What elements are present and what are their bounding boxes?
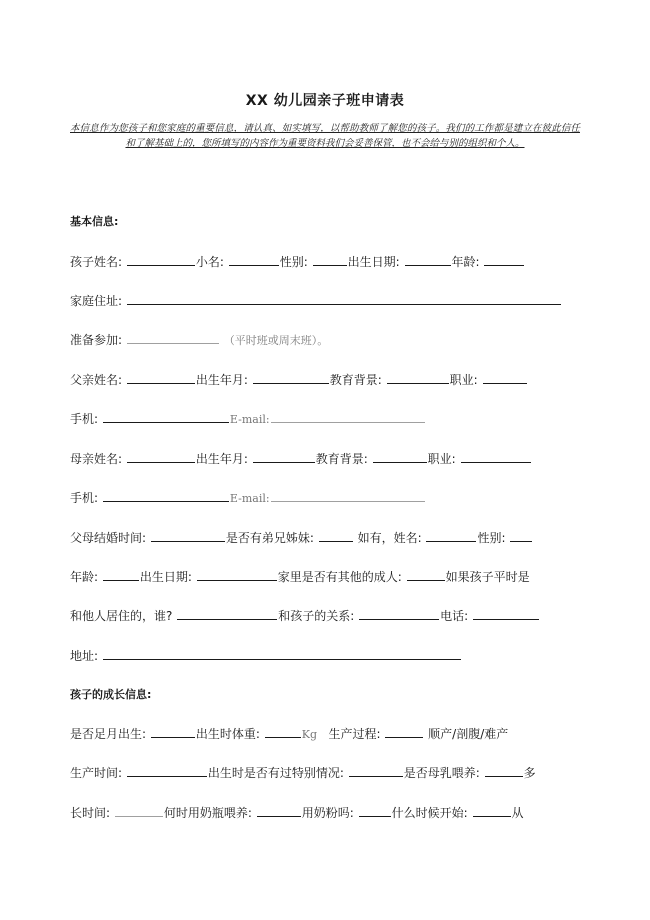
special-at-birth-field[interactable] (349, 764, 403, 777)
breastfed-field[interactable] (485, 764, 523, 777)
row-growth-2 (70, 764, 582, 782)
special-at-birth-label: 出生时是否有过特别情况: (207, 766, 344, 780)
breastfed-label: 是否母乳喂养: (403, 766, 480, 780)
row-mother-contact (70, 489, 582, 507)
if-child-usually-text: 如果孩子平时是 (445, 570, 530, 584)
mother-education-field[interactable] (373, 450, 427, 463)
section-basic-heading: 基本信息: (70, 215, 119, 228)
delivery-time-field[interactable] (127, 764, 207, 777)
father-mobile-label: 手机: (70, 412, 99, 426)
sibling-age-field[interactable] (103, 568, 139, 581)
sibling-age-label: 年龄: (70, 570, 99, 584)
when-start-field[interactable] (473, 804, 511, 817)
row-growth-1 (70, 725, 582, 743)
delivery-time-label: 生产时间: (70, 766, 123, 780)
mother-birth-label: 出生年月: (195, 452, 248, 466)
has-siblings-label: 是否有弟兄姊妹: (225, 531, 314, 545)
row-family-3 (70, 607, 582, 625)
father-occupation-field[interactable] (483, 371, 527, 384)
father-email-field[interactable] (271, 410, 425, 423)
mother-email-field[interactable] (271, 489, 425, 502)
how-long-field[interactable] (115, 804, 163, 817)
live-with-who-label: 和他人居住的，谁? (70, 609, 173, 623)
row-child-info (70, 253, 582, 271)
kg-unit: Kg (301, 728, 318, 741)
class-type-hint: （平时班或周末班）。 (223, 334, 329, 347)
father-name-label: 父亲姓名: (70, 373, 123, 387)
row-father-contact (70, 410, 582, 428)
father-education-label: 教育背景: (329, 373, 382, 387)
sibling-gender-label: 性别: (477, 531, 506, 545)
full-term-field[interactable] (151, 725, 195, 738)
child-name-label: 孩子姓名: (70, 255, 123, 269)
relation-field[interactable] (359, 607, 439, 620)
row-address (70, 647, 582, 665)
gender-field[interactable] (313, 253, 347, 266)
formula-label: 用奶粉吗: (301, 806, 354, 820)
delivery-process-label: 生产过程: (328, 727, 381, 741)
mother-name-label: 母亲姓名: (70, 452, 123, 466)
phone-label: 电话: (440, 609, 469, 623)
live-with-who-field[interactable] (177, 607, 277, 620)
address-label: 地址: (70, 649, 99, 663)
address-field[interactable] (103, 647, 461, 660)
row-father-info (70, 371, 582, 389)
form-title: XX 幼儿园亲子班申请表 (245, 93, 405, 109)
relation-label: 和孩子的关系: (278, 609, 355, 623)
marriage-time-field[interactable] (151, 529, 225, 542)
age-label: 年龄: (451, 255, 480, 269)
row-growth-3 (70, 804, 582, 822)
other-adults-field[interactable] (407, 568, 445, 581)
row-family-2 (70, 568, 582, 586)
sibling-birth-field[interactable] (197, 568, 277, 581)
full-term-label: 是否足月出生: (70, 727, 147, 741)
when-start-label: 什么时候开始: (391, 806, 468, 820)
delivery-process-field[interactable] (385, 725, 423, 738)
father-birth-field[interactable] (253, 371, 329, 384)
birth-date-field[interactable] (405, 253, 451, 266)
delivery-types-options: 顺产/剖腹/难产 (428, 727, 509, 741)
father-name-field[interactable] (127, 371, 195, 384)
row-home-address (70, 292, 582, 310)
birth-weight-field[interactable] (265, 725, 301, 738)
how-long-label: 长时间: (70, 806, 111, 820)
nickname-label: 小名: (195, 255, 224, 269)
prepare-join-label: 准备参加: (70, 333, 123, 347)
when-bottle-field[interactable] (257, 804, 301, 817)
section-growth-heading: 孩子的成长信息: (70, 688, 152, 701)
row-family-1 (70, 529, 582, 547)
mother-birth-field[interactable] (253, 450, 315, 463)
sibling-name-field[interactable] (426, 529, 476, 542)
when-bottle-label: 何时用奶瓶喂养: (163, 806, 252, 820)
nickname-field[interactable] (229, 253, 279, 266)
mother-mobile-field[interactable] (103, 489, 229, 502)
sibling-birth-label: 出生日期: (139, 570, 192, 584)
age-field[interactable] (484, 253, 524, 266)
child-name-field[interactable] (127, 253, 195, 266)
has-siblings-field[interactable] (319, 529, 353, 542)
mother-email-label: E-mail: (229, 492, 270, 505)
home-address-label: 家庭住址: (70, 294, 123, 308)
mother-name-field[interactable] (127, 450, 195, 463)
mother-occupation-field[interactable] (461, 450, 531, 463)
formula-field[interactable] (359, 804, 391, 817)
class-type-field[interactable] (127, 331, 219, 344)
father-occupation-label: 职业: (449, 373, 478, 387)
other-adults-label: 家里是否有其他的成人: (277, 570, 402, 584)
from-text: 从 (511, 806, 524, 820)
mother-occupation-label: 职业: (427, 452, 456, 466)
father-education-field[interactable] (387, 371, 449, 384)
birth-weight-label: 出生时体重: (195, 727, 260, 741)
sibling-gender-field[interactable] (510, 529, 532, 542)
father-mobile-field[interactable] (103, 410, 229, 423)
gender-label: 性别: (279, 255, 308, 269)
mother-mobile-label: 手机: (70, 491, 99, 505)
marriage-time-label: 父母结婚时间: (70, 531, 147, 545)
form-intro: 本信息作为您孩子和您家庭的重要信息，请认真、如实填写，以帮助教师了解您的孩子。我们的工作都是建立在彼此信任和了解基础上的，您所填写的内容作为重要资料我们会妥善保管，也不会给与别的组织和个人。 (70, 123, 580, 149)
how-many-text: 多 (523, 766, 536, 780)
sibling-name-label: 如有，姓名: (357, 531, 422, 545)
row-mother-info (70, 450, 582, 468)
father-birth-label: 出生年月: (195, 373, 248, 387)
mother-education-label: 教育背景: (315, 452, 368, 466)
birth-date-label: 出生日期: (347, 255, 400, 269)
row-prepare-join (70, 331, 582, 349)
home-address-field[interactable] (127, 292, 561, 305)
phone-field[interactable] (473, 607, 539, 620)
father-email-label: E-mail: (229, 413, 270, 426)
